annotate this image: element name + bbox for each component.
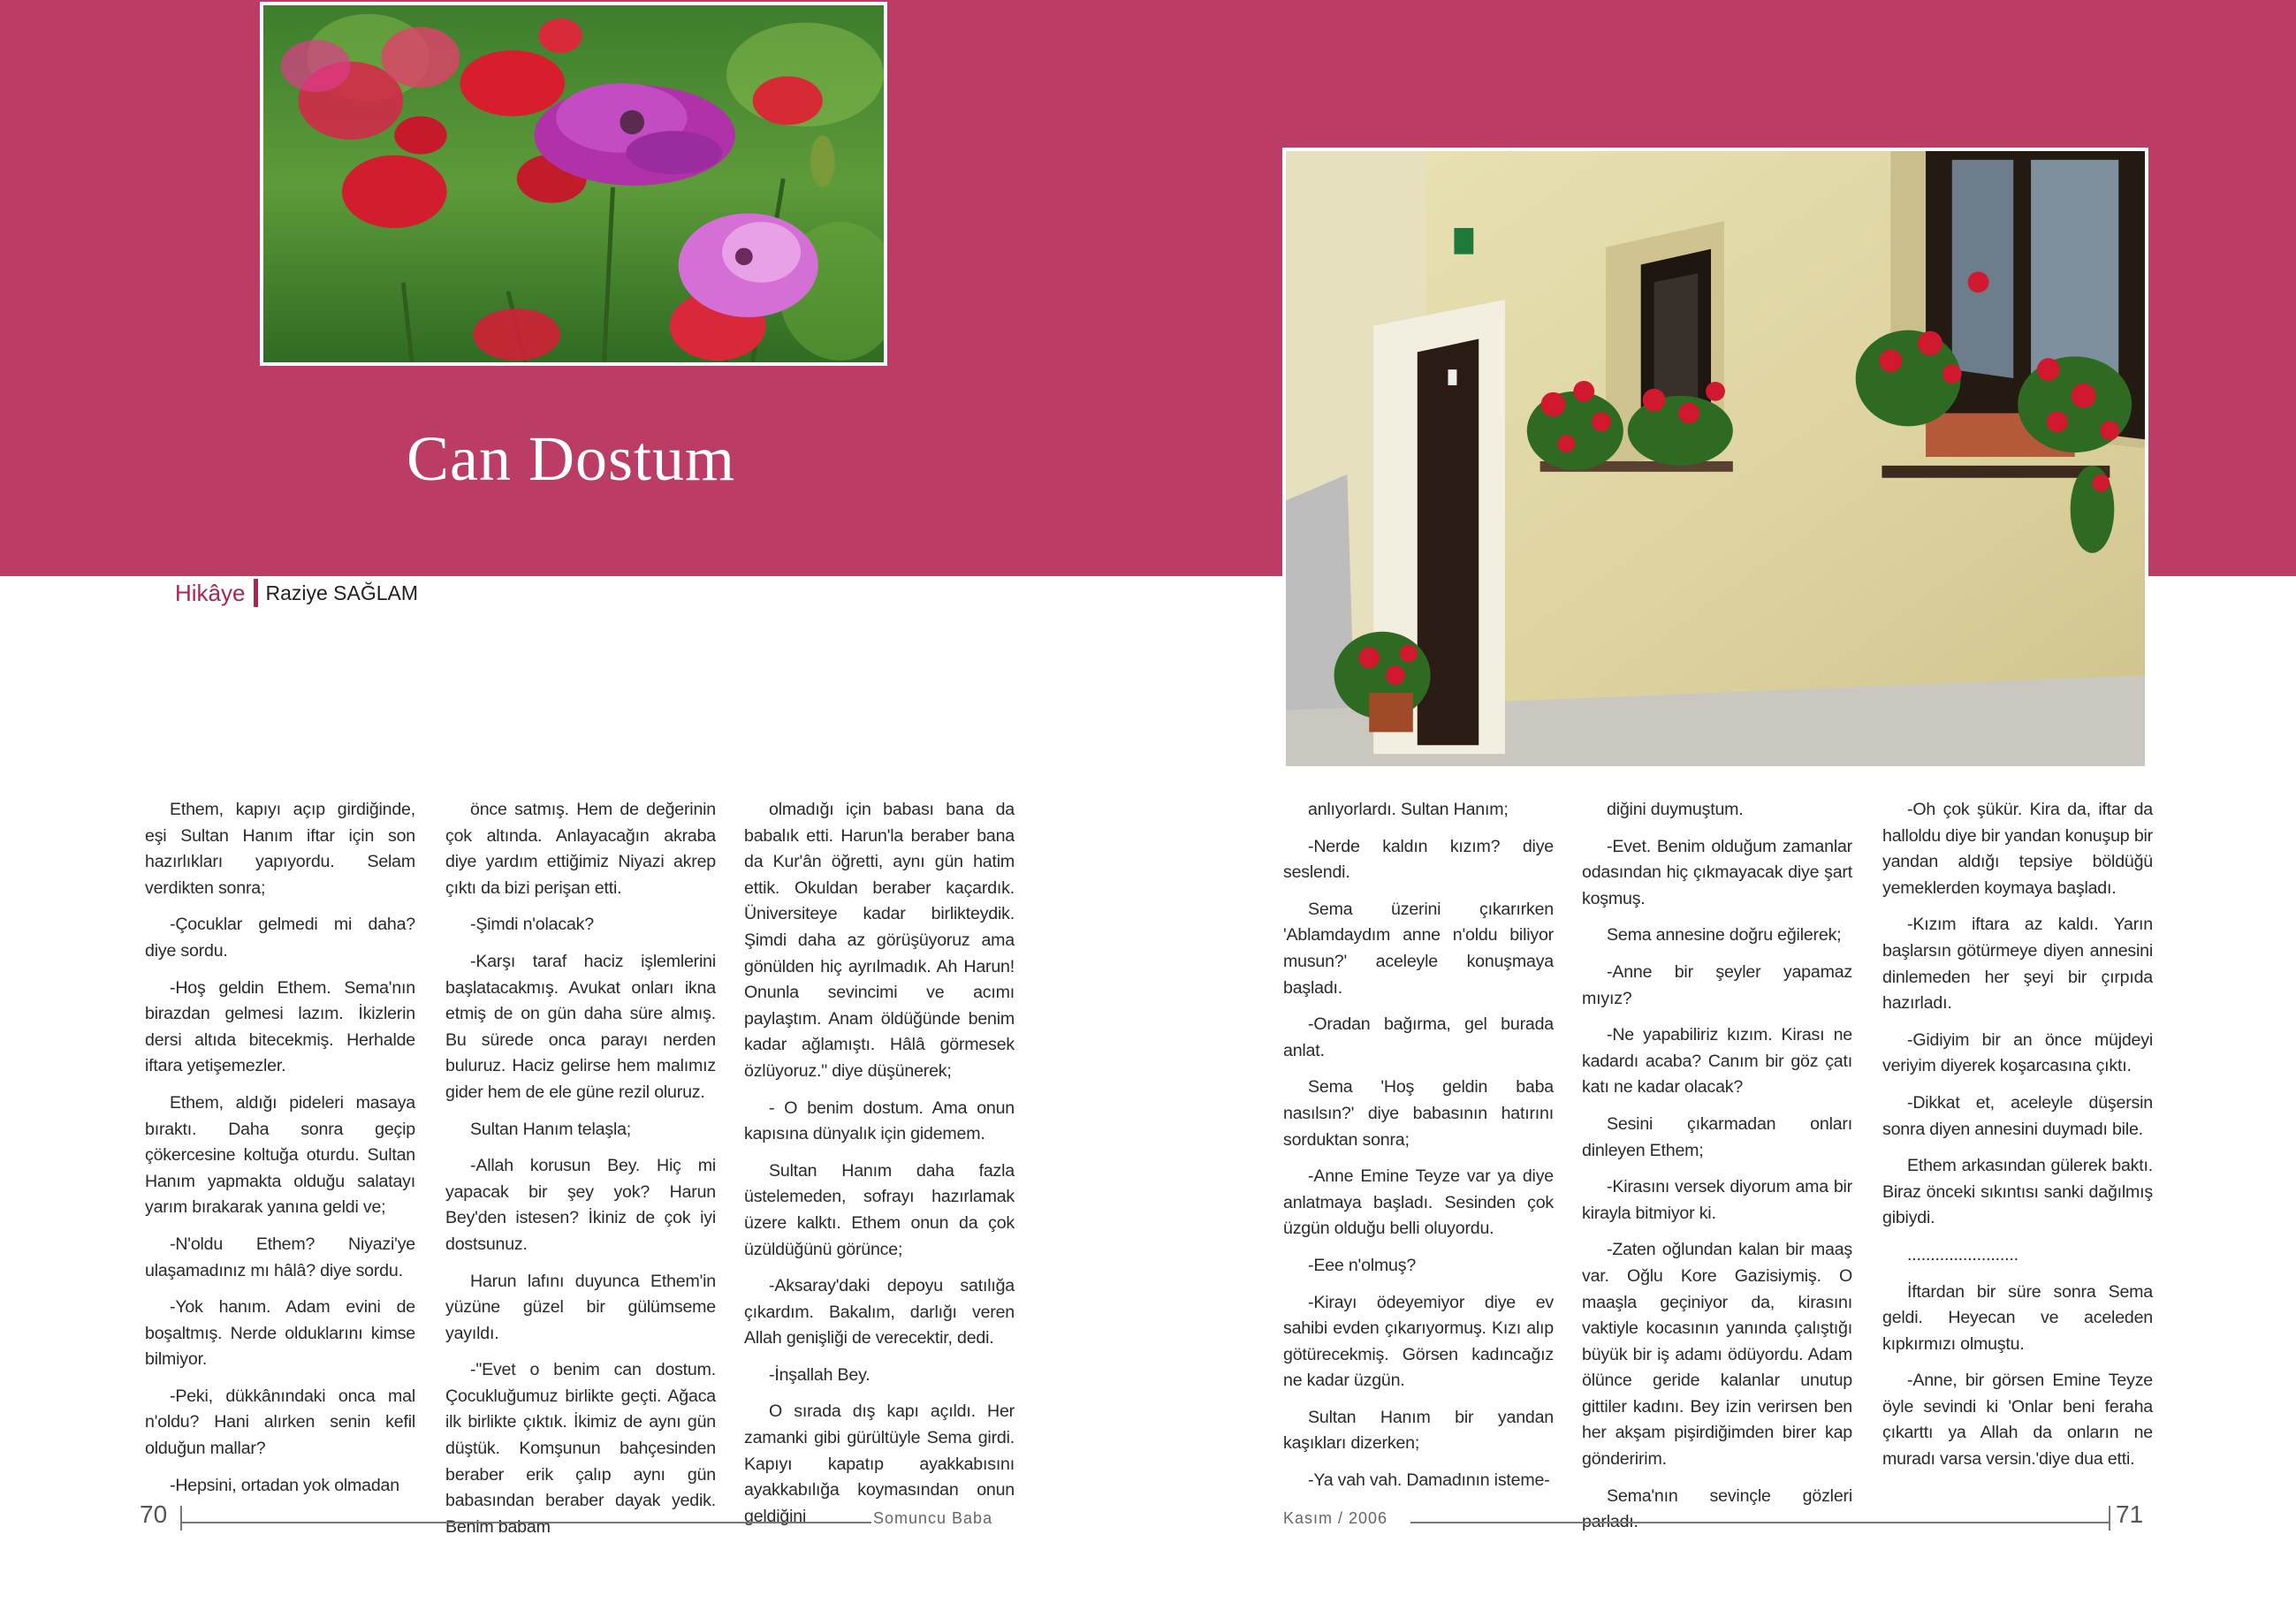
paragraph: -Hoş geldin Ethem. Sema'nın birazdan gelmesi lazım. İkizlerin dersi altıda bitecekmiş. Herhalde iftara yetişemezler. [145,977,415,1076]
left-column-1 [145,797,415,1509]
paragraph: önce satmış. Hem de değerinin çok altında. Anlayacağın akraba diye yardım ettiğimiz Niyazi akrep çıktı da bizi perişan etti. [445,800,716,898]
paragraph: -Ne yapabiliriz kızım. Kirası ne kadardı acaba? Canım bir göz çatı katı ne kadar olacak? [1582,1025,1852,1098]
house-window-image [1286,151,2145,766]
paragraph: Sema 'Hoş geldin baba nasılsın?' diye babasının hatırını sorduktan sonra; [1283,1077,1554,1150]
paragraph: -Dikkat et, aceleyle düşersin sonra diyen annesini duymadı bile. [1882,1092,2153,1139]
paragraph: Sema annesine doğru eğilerek; [1607,925,1842,946]
paragraph: Sema'nın sevinçle gözleri parladı. [1582,1485,1852,1532]
paragraph: ........................ [1907,1244,2019,1265]
poppy-image [263,5,884,362]
byline-divider [254,579,258,607]
paragraph: -Allah korusun Bey. Hiç mi yapacak bir şey yok? Harun Bey'den istesen? İkiniz de çok iyi dostsunuz. [445,1156,716,1254]
paragraph: İftardan bir süre sonra Sema geldi. Heyecan ve aceleden kıpkırmızı olmuştu. [1882,1281,2153,1354]
right-column-3 [1882,797,2153,1484]
paragraph: Sema üzerini çıkarırken 'Ablamdaydım anne n'oldu biliyor musun?' aceleyle konuşmaya başladı. [1283,899,1554,998]
paragraph: Ethem arkasından gülerek baktı. Biraz önceki sıkıntısı sanki dağılmış gibiydi. [1882,1156,2153,1228]
left-column-2 [445,797,716,1551]
paragraph: olmadığı için babası bana da babalık etti. Harun'la beraber bana da Kur'ân öğretti, aynı gün hatim ettik. Okuldan beraber kaçardık. Üniversiteye kadar birlikteydik. Şimdi daha az görüşüyoruz ama gönülden hiç ayrılmadık. Ah Harun! Onunla sevincimi ve acımı paylaştım. Anam öldüğünde benim kadar ağlamıştı. Hâlâ görmesek özlüyoruz." diye düşünerek; [744,800,1015,1081]
issue-date: Kasım / 2006 [1283,1509,1388,1527]
paragraph: -Şimdi n'olacak? [470,915,594,935]
paragraph: Sultan Hanım daha fazla üstelemeden, sofrayı hazırlamak üzere kalktı. Ethem onun da çok üzüldüğünü görünce; [744,1160,1015,1259]
footer-rule-left [182,1522,871,1523]
paragraph: diğini duymuştum. [1607,800,1744,819]
paragraph: anlıyorlardı. Sultan Hanım; [1308,800,1509,819]
paragraph: -Nerde kaldın kızım? diye seslendi. [1283,836,1554,883]
paragraph: -Gidiyim bir an önce müjdeyi veriyim diyerek koşarcasına çıktı. [1882,1029,2153,1076]
paragraph: -Ya vah vah. Damadının isteme- [1308,1470,1550,1491]
right-column-1 [1283,797,1554,1505]
paragraph: -Oradan bağırma, gel burada anlat. [1283,1014,1554,1060]
paragraph: Sultan Hanım bir yandan kaşıkları dizerken; [1283,1407,1554,1454]
paragraph: -Oh çok şükür. Kira da, iftar da halloldu diye bir yandan konuşup bir yandan aldığı tepsiye böldüğü yemeklerden koymaya başladı. [1882,800,2153,898]
author-name: Raziye SAĞLAM [265,581,419,604]
left-column-3 [744,797,1015,1540]
paragraph: -Çocuklar gelmedi mi daha? diye sordu. [145,915,415,961]
footer-tick-left [180,1506,182,1531]
paragraph: -İnşallah Bey. [769,1364,871,1385]
page-number-right: 71 [2116,1500,2144,1528]
right-column-2 [1582,797,1852,1546]
paragraph: - O benim dostum. Ama onun kapısına dünyalık için gidemem. [744,1098,1015,1144]
category-label: Hikâye [175,579,246,606]
paragraph: -Yok hanım. Adam evini de boşaltmış. Nerde olduklarını kimse bilmiyor. [145,1297,415,1370]
paragraph: -Kirayı ödeyemiyor diye ev sahibi evden çıkarıyormuş. Kızı alıp götürecekmiş. Görsen kadıncağız ne kadar üzgün. [1283,1292,1554,1391]
page-number-left: 70 [140,1500,168,1528]
paragraph: -"Evet o benim can dostum. Çocukluğumuz birlikte geçti. Ağaca ilk birlikte çıktık. İkimiz de aynı gün düştük. Komşunun bahçesinden beraber erik çalıp aynı gün babasından beraber dayak yedik. Benim babam [445,1360,716,1537]
paragraph: Sultan Hanım telaşla; [470,1119,632,1139]
article-title: Can Dostum [407,423,736,494]
magazine-name: Somuncu Baba [873,1509,993,1527]
paragraph: -Peki, dükkânındaki onca mal n'oldu? Hani alırken senin kefil olduğun mallar? [145,1386,415,1459]
paragraph: -Anne Emine Teyze var ya diye anlatmaya başladı. Sesinden çok üzgün olduğu belli oluyordu. [1283,1166,1554,1239]
paragraph: Sesini çıkarmadan onları dinleyen Ethem; [1582,1113,1852,1160]
paragraph: Harun lafını duyunca Ethem'in yüzüne güzel bir gülümseme yayıldı. [445,1271,716,1343]
house-photo [1282,148,2148,770]
paragraph: O sırada dış kapı açıldı. Her zamanki gibi gürültüyle Sema girdi. Kapıyı kapatıp ayakkabısını ayakkabılığa koymasından onun geldiğini [744,1402,1015,1526]
footer-tick-right [2109,1506,2110,1531]
paragraph: -Zaten oğlundan kalan bir maaş var. Oğlu Kore Gazisiymiş. O maaşla geçiniyor da, kirasını vaktiyle kocasının yanında çalıştığı büyük bir iş adamı ödüyordu. Adam ölünce geride kalanlar unutup gittiler kadını. Bey izin verirsen ben her akşam pişirdiğimden birer kap gönderirim. [1582,1240,1852,1470]
paragraph: -Karşı taraf haciz işlemlerini başlatacakmış. Avukat onları ikna etmiş de on gün daha süre almış. Bu sürede onca parayı nerden buluruz. Haciz gelirse hem malımız gider hem de ele güne rezil oluruz. [445,951,716,1102]
paragraph: -Eee n'olmuş? [1308,1255,1417,1275]
paragraph: Ethem, aldığı pideleri masaya bıraktı. Daha sonra geçip çökercesine koltuğa oturdu. Sultan Hanım yapmakta olduğu salatayı yarım bırakarak yanına geldi ve; [145,1092,415,1218]
paragraph: -Kirasını versek diyorum ama bir kirayla bitmiyor ki. [1582,1177,1852,1223]
paragraph: -Aksaray'daki depoyu satılığa çıkardım. Bakalım, darlığı veren Allah genişliği de verecektir, dedi. [744,1276,1015,1348]
footer-rule-right [1410,1522,2109,1523]
flower-photo [260,2,887,366]
byline [175,578,418,608]
paragraph: -Evet. Benim olduğum zamanlar odasından hiç çıkmayacak diye şart koşmuş. [1582,836,1852,908]
paragraph: Ethem, kapıyı açıp girdiğinde, eşi Sultan Hanım iftar için son hazırlıkları yapıyordu. Selam verdikten sonra; [145,800,415,898]
paragraph: -Anne bir şeyler yapamaz mıyız? [1582,961,1852,1008]
paragraph: -Anne, bir görsen Emine Teyze öyle sevindi ki 'Onlar beni feraha çıkarttı ya Allah da onların ne muradı varsa versin.'diye dua etti. [1882,1371,2153,1470]
paragraph: -N'oldu Ethem? Niyazi'ye ulaşamadınız mı hâlâ? diye sordu. [145,1234,415,1280]
paragraph: -Hepsini, ortadan yok olmadan [170,1475,399,1495]
paragraph: -Kızım iftara az kaldı. Yarın başlarsın götürmeye diyen annesini dinlemeden her şeyi bir çırpıda hazırladı. [1882,915,2153,1014]
